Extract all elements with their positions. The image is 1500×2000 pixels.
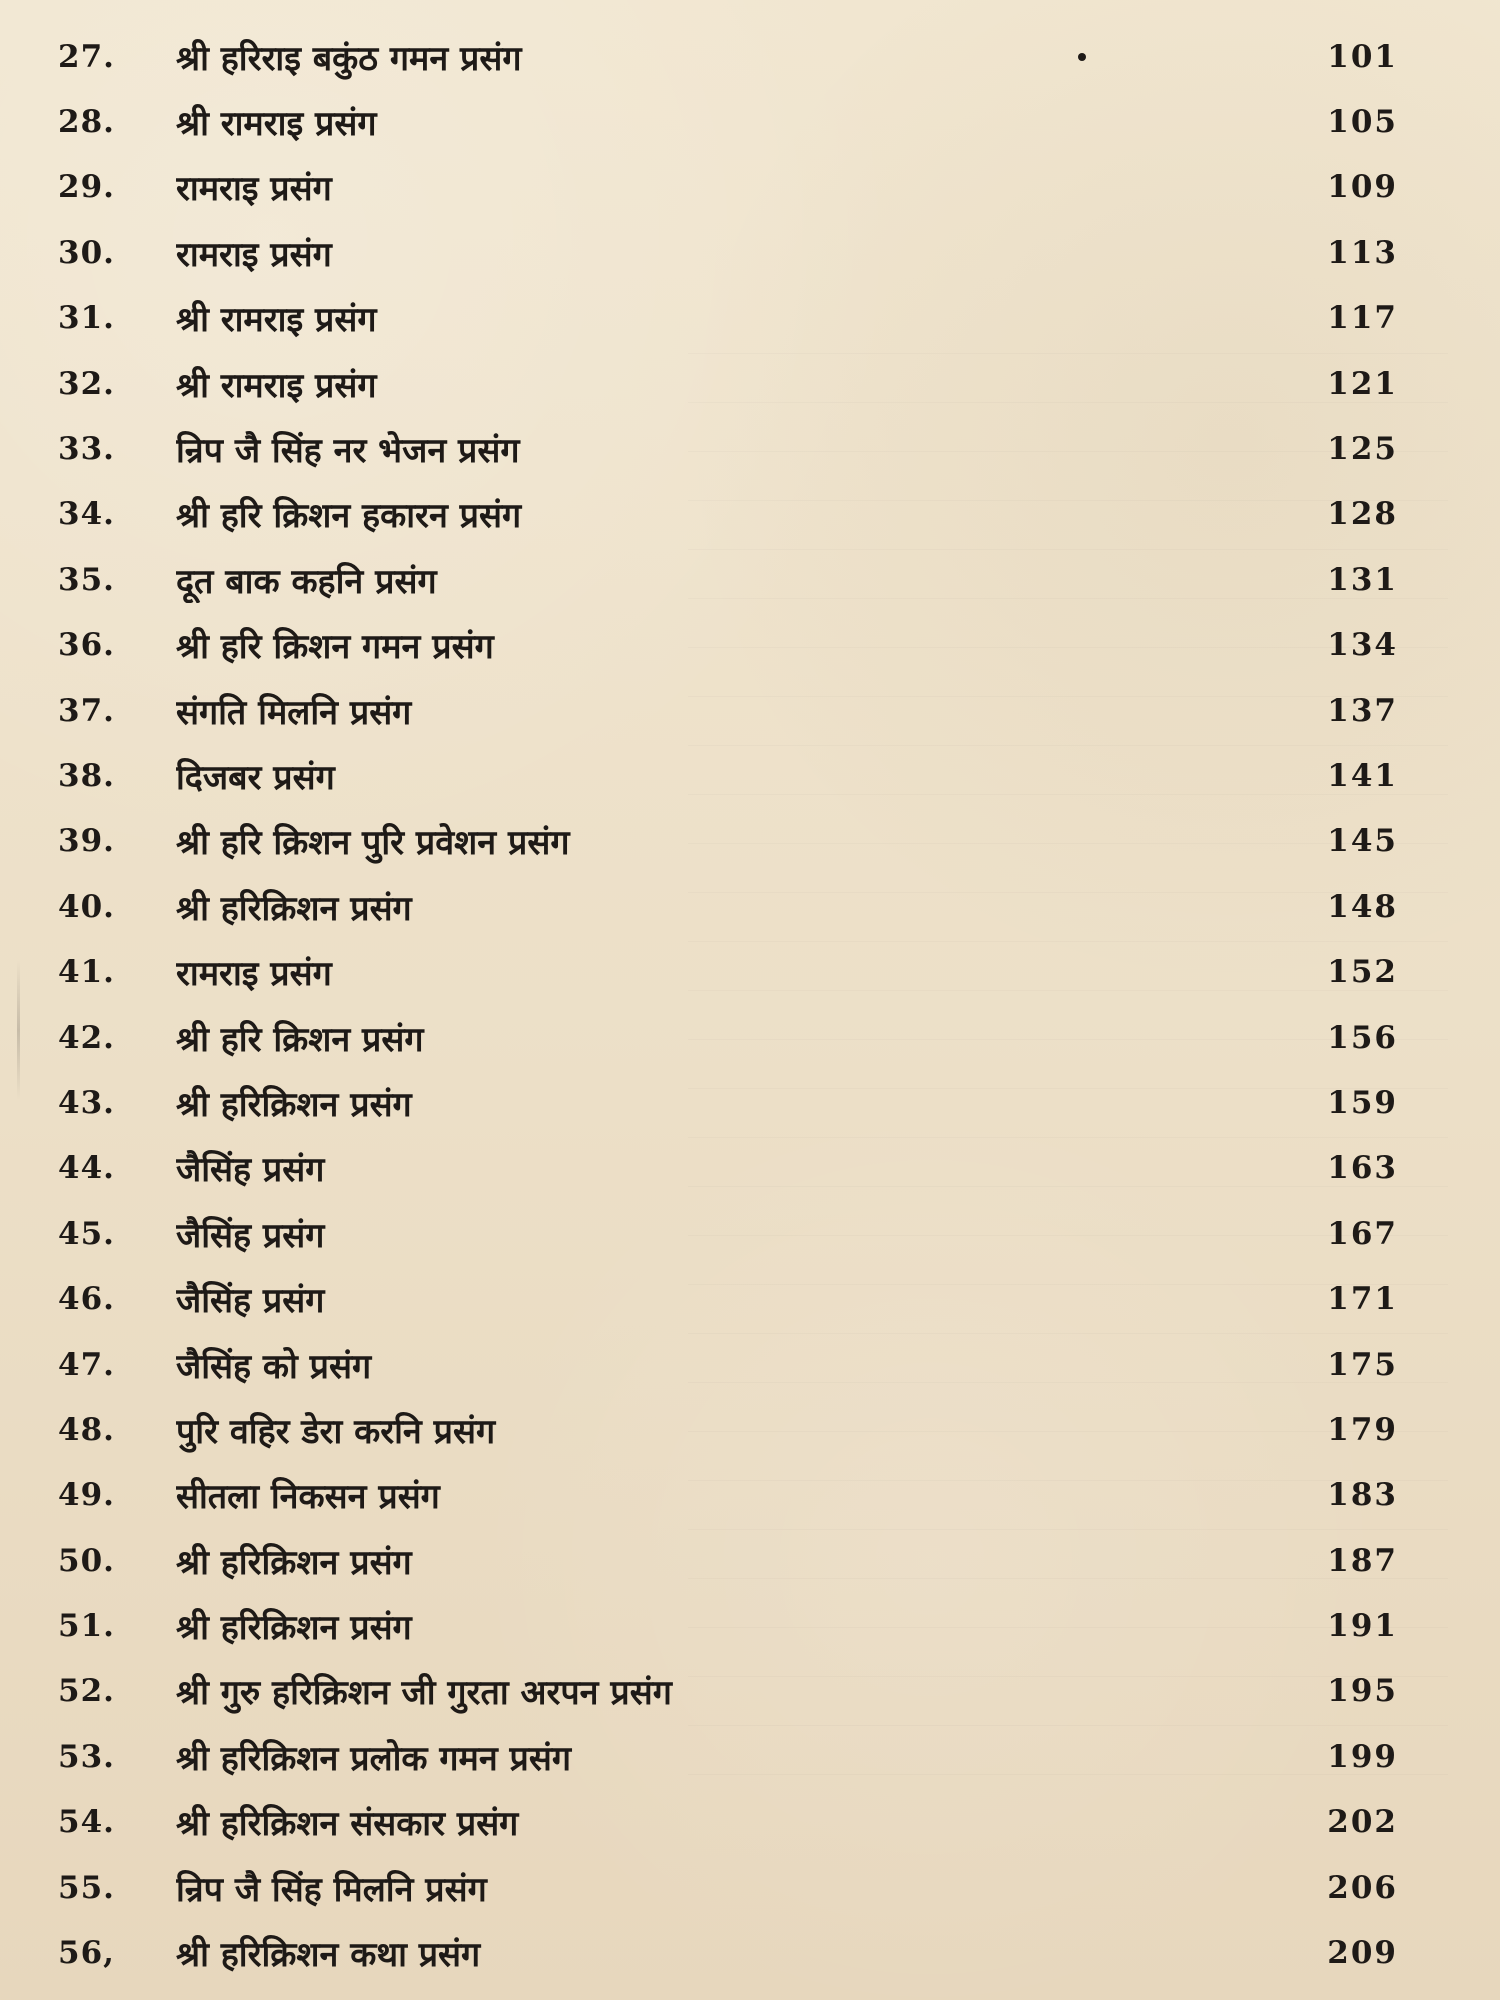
entry-number: 54. (58, 1804, 115, 1841)
entry-page-number: 206 (1327, 1869, 1398, 1906)
entry-number: 52. (58, 1673, 115, 1710)
entry-title: रामराइ प्रसंग (176, 169, 332, 210)
toc-entry (58, 1266, 1428, 1331)
entry-title: पुरि वहिर डेरा करनि प्रसंग (176, 1411, 496, 1452)
toc-entry (58, 1201, 1428, 1266)
entry-title: श्री हरिक्रिशन संसकार प्रसंग (176, 1804, 519, 1845)
entry-number: 33. (58, 431, 115, 468)
entry-title: न्रिप जै सिंह नर भेजन प्रसंग (176, 431, 520, 472)
entry-page-number: 183 (1327, 1477, 1398, 1514)
toc-entry (58, 613, 1428, 678)
entry-title: श्री रामराइ प्रसंग (176, 104, 377, 145)
entry-title: श्री हरि क्रिशन पुरि प्रवेशन प्रसंग (176, 823, 570, 864)
entry-number: 51. (58, 1608, 115, 1645)
entry-title: श्री हरि क्रिशन गमन प्रसंग (176, 627, 494, 668)
entry-number: 41. (58, 954, 115, 991)
entry-page-number: 131 (1327, 561, 1398, 598)
entry-page-number: 109 (1327, 169, 1398, 206)
toc-entry (58, 24, 1428, 89)
toc-entry (58, 874, 1428, 939)
entry-title: जैसिंह को प्रसंग (176, 1346, 372, 1387)
binding-mark (17, 960, 20, 1100)
entry-number: 46. (58, 1281, 115, 1318)
entry-number: 56, (58, 1935, 115, 1972)
entry-number: 34. (58, 496, 115, 533)
toc-entry (58, 1920, 1428, 1985)
entry-title: संगति मिलनि प्रसंग (176, 692, 412, 733)
toc-entry (58, 1528, 1428, 1593)
entry-number: 45. (58, 1215, 115, 1252)
entry-page-number: 156 (1327, 1019, 1398, 1056)
entry-number: 36. (58, 627, 115, 664)
toc-entry (58, 939, 1428, 1004)
toc-entry (58, 1070, 1428, 1135)
entry-number: 53. (58, 1738, 115, 1775)
toc-entry (58, 1855, 1428, 1920)
entry-page-number: 209 (1327, 1935, 1398, 1972)
entry-page-number: 113 (1327, 234, 1398, 271)
entry-number: 30. (58, 234, 115, 271)
entry-title: श्री हरिक्रिशन कथा प्रसंग (176, 1935, 481, 1976)
entry-title: रामराइ प्रसंग (176, 234, 332, 275)
entry-title: श्री हरिराइ बकुंठ गमन प्रसंग (176, 38, 522, 79)
entry-title: जैसिंह प्रसंग (176, 1215, 325, 1256)
entry-number: 37. (58, 692, 115, 729)
entry-number: 31. (58, 300, 115, 337)
entry-page-number: 167 (1327, 1215, 1398, 1252)
entry-number: 38. (58, 757, 115, 794)
toc-entry (58, 1332, 1428, 1397)
toc-entry (58, 482, 1428, 547)
entry-number: 29. (58, 169, 115, 206)
entry-title: श्री हरिक्रिशन प्रसंग (176, 1084, 412, 1125)
entry-page-number: 148 (1327, 888, 1398, 925)
entry-title: जैसिंह प्रसंग (176, 1150, 325, 1191)
entry-page-number: 159 (1327, 1084, 1398, 1121)
entry-number: 40. (58, 888, 115, 925)
toc-entry (58, 1659, 1428, 1724)
entry-page-number: 134 (1327, 627, 1398, 664)
toc-entry (58, 89, 1428, 154)
entry-title: श्री हरि क्रिशन हकारन प्रसंग (176, 496, 522, 537)
toc-entry (58, 1593, 1428, 1658)
toc-entry (58, 547, 1428, 612)
toc-entry (58, 351, 1428, 416)
entry-number: 47. (58, 1346, 115, 1383)
entry-title: श्री हरि क्रिशन प्रसंग (176, 1019, 424, 1060)
entry-title: श्री हरिक्रिशन प्रसंग (176, 1542, 412, 1583)
entry-number: 28. (58, 104, 115, 141)
toc-entry (58, 809, 1428, 874)
entry-title: श्री गुरु हरिक्रिशन जी गुरता अरपन प्रसंग (176, 1673, 672, 1714)
entry-page-number: 128 (1327, 496, 1398, 533)
entry-page-number: 121 (1327, 365, 1398, 402)
entry-title: रामराइ प्रसंग (176, 954, 332, 995)
entry-title: जैसिंह प्रसंग (176, 1281, 325, 1322)
entry-page-number: 163 (1327, 1150, 1398, 1187)
entry-page-number: 101 (1327, 38, 1398, 75)
entry-title: श्री रामराइ प्रसंग (176, 300, 377, 341)
toc-entry (58, 743, 1428, 808)
toc-entry (58, 1136, 1428, 1201)
toc-entry (58, 1397, 1428, 1462)
entry-number: 50. (58, 1542, 115, 1579)
toc-entry (58, 220, 1428, 285)
entry-title: श्री हरिक्रिशन प्रसंग (176, 1608, 412, 1649)
entry-number: 55. (58, 1869, 115, 1906)
table-of-contents (58, 24, 1428, 1986)
entry-page-number: 199 (1327, 1738, 1398, 1775)
entry-page-number: 175 (1327, 1346, 1398, 1383)
entry-number: 48. (58, 1411, 115, 1448)
entry-number: 49. (58, 1477, 115, 1514)
entry-page-number: 191 (1327, 1608, 1398, 1645)
entry-title: न्रिप जै सिंह मिलनि प्रसंग (176, 1869, 487, 1910)
entry-page-number: 187 (1327, 1542, 1398, 1579)
entry-page-number: 171 (1327, 1281, 1398, 1318)
toc-entry (58, 416, 1428, 481)
entry-number: 27. (58, 38, 115, 75)
entry-number: 32. (58, 365, 115, 402)
entry-title: श्री रामराइ प्रसंग (176, 365, 377, 406)
entry-page-number: 125 (1327, 431, 1398, 468)
toc-entry (58, 155, 1428, 220)
toc-entry (58, 678, 1428, 743)
entry-page-number: 117 (1327, 300, 1398, 337)
entry-number: 42. (58, 1019, 115, 1056)
entry-number: 43. (58, 1084, 115, 1121)
entry-number: 35. (58, 561, 115, 598)
toc-entry (58, 1790, 1428, 1855)
entry-page-number: 179 (1327, 1411, 1398, 1448)
entry-title: दूत बाक कहनि प्रसंग (176, 561, 437, 602)
entry-page-number: 145 (1327, 823, 1398, 860)
entry-page-number: 202 (1327, 1804, 1398, 1841)
toc-entry (58, 1724, 1428, 1789)
entry-page-number: 137 (1327, 692, 1398, 729)
entry-page-number: 152 (1327, 954, 1398, 991)
entry-title: दिजबर प्रसंग (176, 757, 335, 798)
toc-entry (58, 286, 1428, 351)
toc-entry (58, 1463, 1428, 1528)
entry-title: श्री हरिक्रिशन प्रलोक गमन प्रसंग (176, 1738, 572, 1779)
entry-number: 39. (58, 823, 115, 860)
entry-title: श्री हरिक्रिशन प्रसंग (176, 888, 412, 929)
entry-page-number: 141 (1327, 757, 1398, 794)
toc-entry (58, 1005, 1428, 1070)
entry-page-number: 195 (1327, 1673, 1398, 1710)
entry-title: सीतला निकसन प्रसंग (176, 1477, 440, 1518)
entry-page-number: 105 (1327, 104, 1398, 141)
entry-number: 44. (58, 1150, 115, 1187)
